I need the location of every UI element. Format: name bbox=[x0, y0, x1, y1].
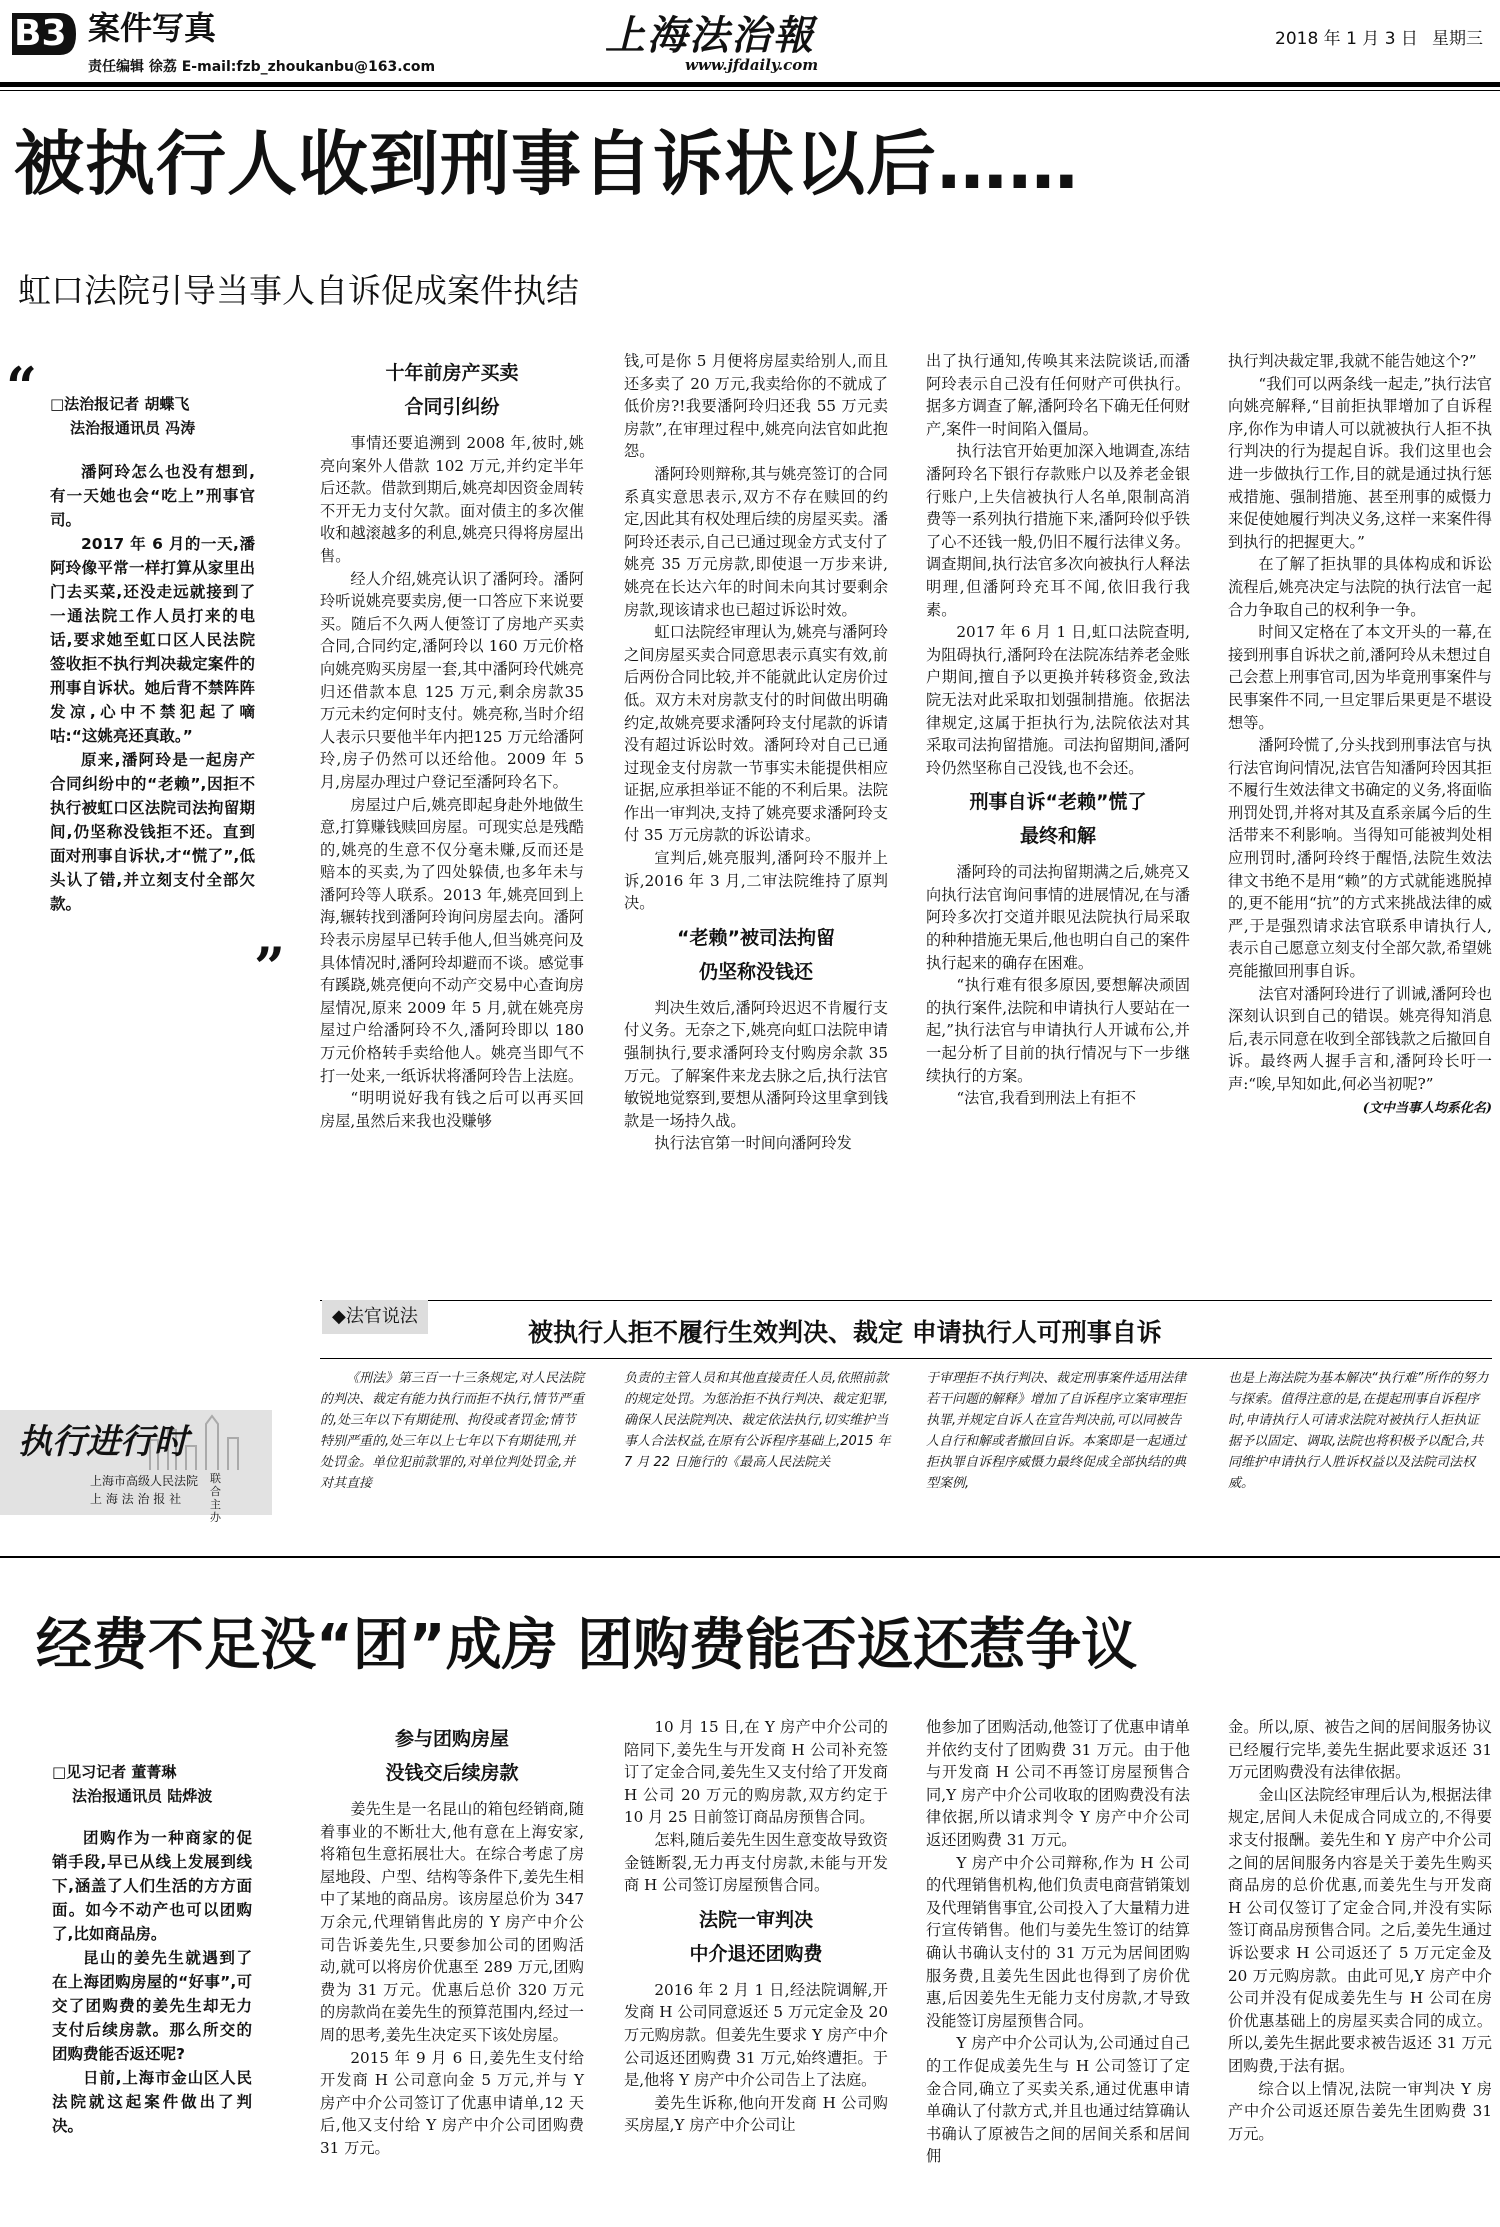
article2-col1 bbox=[320, 1716, 584, 2222]
article1-lead bbox=[50, 460, 255, 916]
section-name: 案件写真 bbox=[88, 9, 217, 47]
close-quote-mark: ” bbox=[254, 935, 286, 999]
body-paragraph: 钱,可是你 5 月便将房屋卖给别人,而且还多卖了 20 万元,我卖给你的不就成了低价房?!我要潘阿玲归还我 55 万元卖房款”,在审理过程中,姚亮向法官如此抱怨。 bbox=[624, 352, 888, 461]
article2-lead bbox=[52, 1826, 252, 2138]
article-separator bbox=[0, 1556, 1500, 1558]
lead-paragraph: 原来,潘阿玲是一起房产合同纠纷中的“老赖”,因拒不执行被虹口区法院司法拘留期间,仍坚称没钱拒不还。直到面对刑事自诉状,才“慌了”,低头认了错,并立刻支付全部欠款。 bbox=[50, 751, 255, 913]
article1-headline: 被执行人收到刑事自诉状以后…… bbox=[14, 123, 1079, 205]
body-paragraph: 姜先生是一名昆山的箱包经销商,随着事业的不断壮大,他有意在上海安家,将箱包生意拓展壮大。在综合考虑了房屋地段、户型、结构等条件下,姜先生相中了某地的商品房。该房屋总价为 347 万余元,代理销售此房的 Y 房产中介公司告诉姜先生,只要参加公司的团购活动,就可以将房价优惠至 289 万元,团购费为 31 万元。优惠后总价 320 万元的房款尚在姜先生的预算范围内,经过一周的思考,姜先生决定买下该处房屋。 bbox=[320, 1800, 584, 2044]
open-quote-mark: “ bbox=[6, 355, 38, 419]
body-paragraph: 金。所以,原、被告之间的居间服务协议已经履行完毕,姜先生据此要求返还 31 万元团购费没有法律依据。 bbox=[1228, 1718, 1492, 1782]
article1-subheadline: 虹口法院引导当事人自诉促成案件执结 bbox=[18, 271, 579, 310]
article1-col4 bbox=[1228, 350, 1492, 1290]
body-paragraph: 经人介绍,姚亮认识了潘阿玲。潘阿玲听说姚亮要卖房,便一口答应下来说要买。随后不久两人便签订了房地产买卖合同,合同约定,潘阿玲以 160 万元价格向姚亮购买房屋一套,其中潘阿玲代姚亮归还借款本息 125 万元,剩余房款35 万元未约定何时支付。姚亮称,当时介绍人表示只要他半年内把125 万元给潘阿玲,房子仍然可以还给他。2009 年 5 月,房屋办理过户登记至潘阿玲名下。 bbox=[320, 569, 584, 791]
article2-byline bbox=[52, 1760, 292, 1808]
body-paragraph: 房屋过户后,姚亮即起身赴外地做生意,打算赚钱赎回房屋。可现实总是残酷的,姚亮的生意不仅分毫未赚,反而还是赔本的买卖,为了四处躲债,也多年未与潘阿玲等人联系。2013 年,姚亮回到上海,辗转找到潘阿玲询问房屋去向。潘阿玲表示房屋早已转手他人,但当姚亮问及具体情况时,潘阿玲却避而不谈。感觉事有蹊跷,姚亮便向不动产交易中心查询房屋情况,原来 2009 年 5 月,就在姚亮房屋过户给潘阿玲不久,潘阿玲即以 180 万元价格转手卖给他人。姚亮当即气不打一处来,一纸诉状将潘阿玲告上法庭。 bbox=[320, 795, 584, 1085]
body-paragraph: 金山区法院经审理后认为,根据法律规定,居间人未促成合同成立的,不得要求支付报酬。姜先生和 Y 房产中介公司之间的居间服务内容是关于姜先生购买商品房的总价优惠,而姜先生与开发商 H 公司仅签订了定金合同,并没有实际签订商品房预售合同。之后,姜先生通过诉讼要求 H 公司返还了 5 万元定金及 20 万元购房款。由此可见,Y 房产中介公司并没有促成姜先生与 H 公司在房价优惠基础上的房屋买卖合同的成立。所以,姜先生据此要求被告返还 31 万元团购费,于法有据。 bbox=[1228, 1785, 1492, 2075]
subhead-line: 中介退还团购费 bbox=[689, 1942, 823, 1965]
subhead-line: 法院一审判决 bbox=[698, 1908, 813, 1931]
body-paragraph: 出了执行通知,传唤其来法院谈话,而潘阿玲表示自己没有任何财产可供执行。据多方调查了解,潘阿玲名下确无任何财产,案件一时间陷入僵局。 bbox=[926, 352, 1190, 438]
body-paragraph: 2015 年 9 月 6 日,姜先生支付给开发商 H 公司意向金 5 万元,并与 Y 房产中介公司签订了优惠申请单,12 天后,他又支付给 Y 房产中介公司团购费 31 万元。 bbox=[320, 2048, 584, 2157]
article1-col1 bbox=[320, 350, 584, 1290]
subhead-2 bbox=[624, 1903, 888, 1971]
article2-col4 bbox=[1228, 1716, 1492, 2222]
byline-reporter: □法治报记者 胡蝶飞 bbox=[50, 395, 190, 413]
article1-col3 bbox=[926, 350, 1190, 1290]
body-paragraph: 执行法官第一时间向潘阿玲发 bbox=[654, 1134, 852, 1153]
article1-col2 bbox=[624, 350, 888, 1290]
section-badge-label: B3 bbox=[14, 13, 67, 54]
body-paragraph: 执行法官开始更加深入地调查,冻结潘阿玲名下银行存款账户以及养老金银行账户,上失信被执行人名单,限制高消费等一系列执行措施下来,潘阿玲似乎铁了心不还钱一般,仍旧不履行法律义务。调查期间,执行法官多次向被执行人释法明理,但潘阿玲充耳不闻,依旧我行我素。 bbox=[926, 442, 1190, 619]
body-paragraph: 在了解了拒执罪的具体构成和诉讼流程后,姚亮决定与法院的执行法官一起合力争取自己的权利争一争。 bbox=[1228, 555, 1492, 619]
masthead-rule-thin bbox=[0, 90, 1500, 91]
subhead-line: “老赖”被司法拘留 bbox=[677, 926, 835, 949]
subhead-line: 仍坚称没钱还 bbox=[698, 960, 813, 983]
body-paragraph: 执行判决裁定罪,我就不能告她这个?” bbox=[1228, 352, 1477, 370]
body-paragraph: 虹口法院经审理认为,姚亮与潘阿玲之间房屋买卖合同意思表示真实有效,前后两份合同比较,并不能就此认定房价过低。双方未对房款支付的时间做出明确约定,故姚亮要求潘阿玲支付尾款的诉请没有超过诉讼时效。潘阿玲对自己已通过现金支付房款一节事实未能提供相应证据,应承担举证不能的不利后果。法院作出一审判决,支持了姚亮要求潘阿玲支付 35 万元房款的诉讼请求。 bbox=[624, 623, 888, 845]
lead-paragraph: 团购作为一种商家的促销手段,早已从线上发展到线下,涵盖了人们生活的方方面面。如今不动产也可以团购了,比如商品房。 bbox=[52, 1829, 252, 1943]
body-paragraph: 时间又定格在了本文开头的一幕,在接到刑事自诉状之前,潘阿玲从未想过自己会惹上刑事官司,因为毕竟刑事案件与民事案件不同,一旦定罪后果更是不堪设想等。 bbox=[1228, 623, 1492, 732]
pseudonym-note: (文中当事人均系化名) bbox=[1362, 1100, 1492, 1116]
body-paragraph: 宣判后,姚亮服判,潘阿玲不服并上诉,2016 年 3 月,二审法院维持了原判决。 bbox=[624, 849, 888, 913]
subhead-line: 十年前房产买卖 bbox=[385, 362, 519, 384]
body-paragraph: 10 月 15 日,在 Y 房产中介公司的陪同下,姜先生与开发商 H 公司补充签订了定金合同,姜先生又支付给了开发商 H 公司 20 万元的购房款,双方约定于 10 月 25 日前签订商品房预售合同。 bbox=[624, 1718, 888, 1827]
judge-box-rule bbox=[320, 1358, 1492, 1359]
subhead-line: 参与团购房屋 bbox=[394, 1728, 509, 1750]
column-logo-org2: 上 海 法 治 报 社 bbox=[90, 1492, 182, 1506]
byline-reporter: □见习记者 董菁琳 bbox=[52, 1763, 177, 1781]
judge-box-tag: ◆法官说法 bbox=[322, 1300, 428, 1334]
judge-box-title: 被执行人拒不履行生效判决、裁定 申请执行人可刑事自诉 bbox=[528, 1318, 1162, 1347]
lead-paragraph: 日前,上海市金山区人民法院就这起案件做出了判决。 bbox=[52, 2069, 252, 2135]
column-logo bbox=[0, 1410, 272, 1524]
subhead-2 bbox=[624, 921, 888, 989]
subhead-line: 没钱交后续房款 bbox=[385, 1762, 519, 1784]
body-paragraph: “明明说好我有钱之后可以再买回房屋,虽然后来我也没赚够 bbox=[320, 1089, 584, 1130]
editor-line: 责任编辑 徐荔 E-mail:fzb_zhoukanbu@163.com bbox=[88, 59, 436, 75]
website: www.jfdaily.com bbox=[685, 56, 819, 74]
lead-paragraph: 潘阿玲怎么也没有想到,有一天她也会“吃上”刑事官司。 bbox=[50, 463, 255, 529]
body-paragraph: 怎料,随后姜先生因生意变故导致资金链断裂,无力再支付房款,未能与开发商 H 公司签订房屋预售合同。 bbox=[624, 1830, 888, 1895]
section-badge bbox=[8, 9, 78, 59]
subhead-line: 最终和解 bbox=[1019, 825, 1096, 848]
subhead-1 bbox=[320, 1722, 584, 1790]
column-logo-suffix: 联合主办 bbox=[210, 1472, 221, 1524]
body-paragraph: Y 房产中介公司认为,公司通过自己的工作促成姜先生与 H 公司签订了定金合同,确立了买卖关系,通过优惠申请单确认了付款方式,并且也通过结算确认书确认了原被告之间的居间关系和居间佣 bbox=[926, 2034, 1190, 2166]
law-paragraph: 《刑法》第三百一十三条规定,对人民法院的判决、裁定有能力执行而拒不执行,情节严重的,处三年以下有期徒刑、拘役或者罚金;情节特别严重的,处三年以上七年以下有期徒刑,并处罚金。单位犯前款罪的,对单位判处罚金,并对其直接 bbox=[320, 1371, 585, 1491]
body-paragraph: 法官对潘阿玲进行了训诫,潘阿玲也深刻认识到自己的错误。姚亮得知消息后,表示同意在收到全部钱款之后撤回自诉。最终两人握手言和,潘阿玲长吁一声:“唉,早知如此,何必当初呢?” bbox=[1228, 984, 1492, 1093]
column-logo-org1: 上海市高级人民法院 bbox=[90, 1474, 199, 1488]
lead-paragraph: 2017 年 6 月的一天,潘阿玲像平常一样打算从家里出门去买菜,还没走远就接到了一通法院工作人员打来的电话,要求她至虹口区人民法院签收拒不执行判决裁定案件的刑事自诉状。她后背不禁阵阵发凉,心中不禁犯起了嘀咕:“这姚亮还真敢。” bbox=[50, 535, 255, 745]
body-paragraph: “我们可以两条线一起走,”执行法官向姚亮解释,“目前拒执罪增加了自诉程序,你作为申请人可以就被执行人拒不执行判决的行为提起自诉。我们这里也会进一步做执行工作,目的就是通过执行惩戒措施、强制措施、甚至刑事的威慑力来促使她履行判决义务,这样一来案件得到执行的把握更大。” bbox=[1228, 374, 1492, 551]
body-paragraph: 2017 年 6 月 1 日,虹口法院查明,为阻碍执行,潘阿玲在法院冻结养老金账户期间,擅自予以更换并转移资金,致法院无法对此采取扣划强制措施。依据法律规定,这属于拒执行为,法院依法对其采取司法拘留措施。司法拘留期间,潘阿玲仍然坚称自己没钱,也不会还。 bbox=[926, 623, 1190, 777]
body-paragraph: 事情还要追溯到 2008 年,彼时,姚亮向案外人借款 102 万元,并约定半年后还款。借款到期后,姚亮却因资金周转不开无力支付欠款。面对债主的多次催收和越滚越多的利息,姚亮只得将房屋出售。 bbox=[320, 434, 584, 565]
masthead-rule-thick bbox=[0, 82, 1500, 87]
column-logo-title: 执行进行时 bbox=[18, 1422, 188, 1462]
lead-paragraph: 昆山的姜先生就遇到了在上海团购房屋的“好事”,可交了团购费的姜先生却无力支付后续房款。那么所交的团购费能否返还呢? bbox=[52, 1949, 252, 2063]
body-paragraph: “法官,我看到刑法上有拒不 bbox=[956, 1089, 1137, 1108]
article1-byline bbox=[50, 392, 290, 440]
subhead-3 bbox=[926, 785, 1190, 853]
body-paragraph: 潘阿玲慌了,分头找到刑事法官与执行法官询问情况,法官告知潘阿玲因其拒不履行生效法律文书确定的义务,将面临刑罚处罚,并将对其及直系亲属今后的生活带来不利影响。当得知可能被判处相应刑罚时,潘阿玲终于醒悟,法院生效法律文书绝不是用“赖”的方式就能逃脱掉的,更不能用“抗”的方式来挑战法律的威严,于是强烈请求法官联系申请执行人,表示自己愿意立刻支付全部欠款,希望姚亮能撤回刑事自诉。 bbox=[1228, 736, 1492, 981]
subhead-1 bbox=[320, 356, 584, 424]
body-paragraph: 潘阿玲的司法拘留期满之后,姚亮又向执行法官询问事情的进展情况,在与潘阿玲多次打交道并眼见法院执行局采取的种种措施无果后,他也明白自己的案件执行起来的确存在困难。 bbox=[926, 863, 1190, 972]
body-paragraph: 判决生效后,潘阿玲迟迟不肯履行支付义务。无奈之下,姚亮向虹口法院申请强制执行,要求潘阿玲支付购房余款 35 万元。了解案件来龙去脉之后,执行法官敏锐地觉察到,要想从潘阿玲这里拿到钱款是一场持久战。 bbox=[624, 998, 888, 1130]
judge-col3 bbox=[926, 1368, 1194, 1538]
issue-date: 2018 年 1 月 3 日 bbox=[1275, 29, 1418, 49]
judge-col2 bbox=[624, 1368, 892, 1538]
byline-correspondent: 法治报通讯员 冯涛 bbox=[70, 419, 196, 437]
subhead-line: 合同引纠纷 bbox=[404, 396, 500, 418]
law-paragraph: 负责的主管人员和其他直接责任人员,依照前款的规定处罚。为惩治拒不执行判决、裁定犯罪,确保人民法院判决、裁定依法执行,切实维护当事人合法权益,在原有公诉程序基础上,2015 年 7 月 22 日施行的《最高人民法院关 bbox=[624, 1371, 891, 1470]
body-paragraph: 潘阿玲则辩称,其与姚亮签订的合同系真实意思表示,双方不存在赎回的约定,因此其有权处理后续的房屋买卖。潘阿玲还表示,自己已通过现金方式支付了姚亮 35 万元房款,即使退一万步来讲,姚亮在长达六年的时间未向其讨要剩余房款,现该请求也已超过诉讼时效。 bbox=[624, 464, 888, 619]
body-paragraph: Y 房产中介公司辩称,作为 H 公司的代理销售机构,他们负责电商营销策划及代理销售事宜,公司投入了大量精力进行宣传销售。他们与姜先生签订的结算确认书确认支付的 31 万元为居间团购服务费,且姜先生因此也得到了房价优惠,后因姜先生无能力支付房款,才导致没能签订房屋预售合同。 bbox=[926, 1853, 1190, 2030]
body-paragraph: 2016 年 2 月 1 日,经法院调解,开发商 H 公司同意返还 5 万元定金及 20 万元购房款。但姜先生要求 Y 房产中介公司返还团购费 31 万元,始终遭拒。于是,他将 Y 房产中介公司告上了法庭。 bbox=[624, 1980, 888, 2090]
issue-weekday: 星期三 bbox=[1432, 29, 1483, 49]
article2-col2 bbox=[624, 1716, 888, 2222]
article2-col3 bbox=[926, 1716, 1190, 2222]
body-paragraph: 姜先生诉称,他向开发商 H 公司购买房屋,Y 房产中介公司让 bbox=[624, 2093, 888, 2135]
body-paragraph: 综合以上情况,法院一审判决 Y 房产中介公司返还原告姜先生团购费 31 万元。 bbox=[1228, 2079, 1492, 2143]
body-paragraph: “执行难有很多原因,要想解决顽固的执行案件,法院和申请执行人要站在一起,”执行法官与申请执行人开诚布公,并一起分析了目前的执行情况与下一步继续执行的方案。 bbox=[926, 976, 1190, 1085]
law-paragraph: 也是上海法院为基本解决“执行难”所作的努力与探索。值得注意的是,在提起刑事自诉程序时,申请执行人可请求法院对被执行人拒执证据予以固定、调取,法院也将积极予以配合,共同维护申请执行人胜诉权益以及法院司法权威。 bbox=[1228, 1371, 1489, 1491]
article2-headline: 经费不足没“团”成房 团购费能否返还惹争议 bbox=[36, 1613, 1138, 1678]
subhead-line: 刑事自诉“老赖”慌了 bbox=[969, 791, 1147, 814]
judge-col1 bbox=[320, 1368, 588, 1538]
paper-name: 上海法治報 bbox=[605, 12, 815, 59]
byline-correspondent: 法治报通讯员 陆烨波 bbox=[72, 1787, 213, 1805]
body-paragraph: 他参加了团购活动,他签订了优惠申请单并依约支付了团购费 31 万元。由于他与开发商 H 公司不再签订房屋预售合同,Y 房产中介公司收取的团购费没有法律依据,所以请求判令 Y 房产中介公司返还团购费 31 万元。 bbox=[926, 1718, 1190, 1849]
judge-box-top-rule bbox=[320, 1300, 1492, 1301]
law-paragraph: 于审理拒不执行判决、裁定刑事案件适用法律若干问题的解释》增加了自诉程序立案审理拒执罪,并规定自诉人在宣告判决前,可以同被告人自行和解或者撤回自诉。本案即是一起通过拒执罪自诉程序威慑力最终促成全部执结的典型案例, bbox=[926, 1371, 1187, 1491]
judge-col4 bbox=[1228, 1368, 1492, 1538]
